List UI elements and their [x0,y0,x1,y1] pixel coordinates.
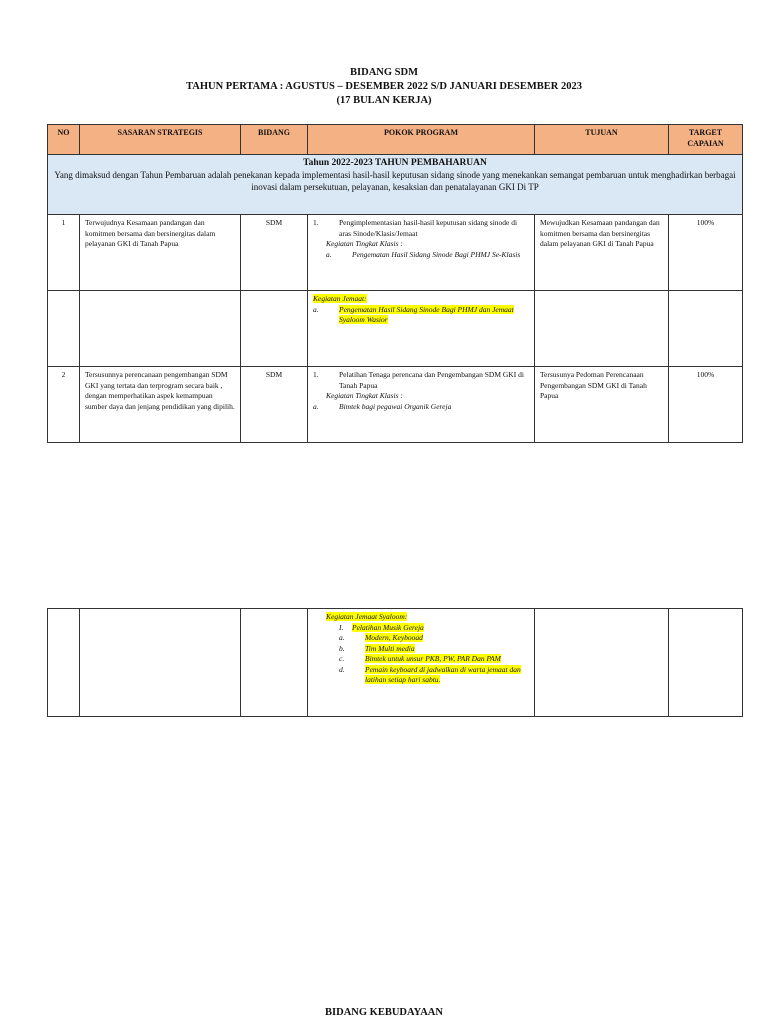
col-header-bidang: BIDANG [241,125,308,155]
row1b-sasaran [80,291,241,367]
row1-sasaran: Terwujudnya Kesamaan pandangan dan komitmen bersama dan bersinergitas dalam pelayanan GKI di Tanah Papua [80,215,241,291]
program-table-continued [47,608,743,717]
banner-text: Yang dimaksud dengan Tahun Pembaruan adalah penekanan kepada implementasi hasil-hasil keputusan sidang sinode yang menekankan semangat pembaruan untuk menghadirkan berbagai inovasi dalam persekutuan, pelayanan, kesaksian dan penatalayanan GKI Di TP [54,170,736,192]
col-header-tujuan: TUJUAN [535,125,669,155]
row3-l1-num: I. [339,622,344,632]
banner-title: Tahun 2022-2023 TAHUN PEMBAHARUAN [303,158,487,168]
row2-sasaran: Tersusunnya perencanaan pengembangan SDM GKI yang tertata dan terprogram secara baik , dengan memperhatikan aspek kemampuan sumber daya dan jenjang pendidikan yang dipilih. [80,367,241,443]
row3-item-a-letter: a. [339,633,345,642]
row2-program-a: Bimtek bagi pegawai Organik Gereja [339,401,452,411]
row3-sasaran [80,609,241,717]
col-header-sasaran: SASARAN STRATEGIS [80,125,241,155]
row3-item-c: Bimtek untuk unsur PKB, PW, PAR Dan PAM [365,654,501,663]
col-header-target: TARGET CAPAIAN [669,125,743,155]
row3-item-a: Modern, Keybooad [365,633,423,642]
banner-cell [48,155,743,215]
row3-item-b: Tim Multi media [365,643,415,653]
footer-title: BIDANG KEBUDAYAAN [325,1007,443,1018]
table-row [48,215,743,291]
row1-program-a: Pengematan Hasil Sidang Sinode Bagi PHMJ Se-Klasis [352,249,521,259]
row2-program-sub: Kegiatan Tingkat Klasis : [326,391,403,400]
row3-item-d: Pemain keyboard di jadwalkan di warta jemaat dan latihan setiap hari sabtu. [365,664,521,684]
row3-bidang [241,609,308,717]
row1b-program [308,291,535,367]
col-header-program: POKOK PROGRAM [308,125,535,155]
table-row [48,367,743,443]
row2-tujuan: Tersusunya Pedoman Perencanaan Pengembangan SDM GKI di Tanah Papua [535,367,669,443]
row3-item-d-letter: d. [339,664,345,674]
banner-row [48,155,743,215]
doc-subtitle: TAHUN PERTAMA : AGUSTUS – DESEMBER 2022 S/D JANUARI DESEMBER 2023 [186,81,582,92]
row3-item-c-letter: c. [339,654,345,663]
row1b-sub: Kegiatan Jemaat: [313,294,367,303]
row1b-tujuan [535,291,669,367]
row2-program-num: 1. [313,370,319,379]
row1b-a-letter: a. [313,304,319,314]
table-header-row [48,125,743,155]
row1-target: 100% [669,215,743,291]
row2-target: 100% [669,367,743,443]
row3-no [48,609,80,717]
row1b-no [48,291,80,367]
row2-program-a-letter: a. [313,401,319,411]
table-row [48,291,743,367]
row3-target [669,609,743,717]
row1b-target [669,291,743,367]
row1b-a: Pengematan Hasil Sidang Sinode Bagi PHMJ dan Jemaat Syaloom Wasior [339,304,514,324]
row1-program-a-letter: a. [326,249,332,259]
doc-subtitle-2: (17 BULAN KERJA) [336,95,432,106]
row2-bidang: SDM [241,367,308,443]
row1-program-text: Pengimplementasian hasil-hasil keputusan sidang sinode di aras Sinode/Klasis/Jemaat [339,218,518,238]
row3-item-b-letter: b. [339,643,345,653]
program-table [47,124,743,443]
table-row [48,609,743,717]
row2-no: 2 [48,367,80,443]
row1-no: 1 [48,215,80,291]
row1-bidang: SDM [241,215,308,291]
row1-program-sub: Kegiatan Tingkat Klasis : [326,239,403,248]
row3-tujuan [535,609,669,717]
doc-title: BIDANG SDM [350,67,418,78]
col-header-no: NO [48,125,80,155]
row2-program-text: Pelatihan Tenaga perencana dan Pengembangan SDM GKI di Tanah Papua [339,370,524,390]
row1-tujuan: Mewujudkan Kesamaan pandangan dan komitmen bersama dan bersinergitas dalam pelayanan GKI di Tanah Papua [535,215,669,291]
row1b-bidang [241,291,308,367]
row3-l1: Pelatihan Musik Gereja [352,622,424,632]
row3-program [308,609,535,717]
row1-program-num: 1. [313,218,319,227]
row3-sub: Kegiatan Jemaat Syaloom: [326,612,408,621]
row2-program [308,367,535,443]
row1-program [308,215,535,291]
